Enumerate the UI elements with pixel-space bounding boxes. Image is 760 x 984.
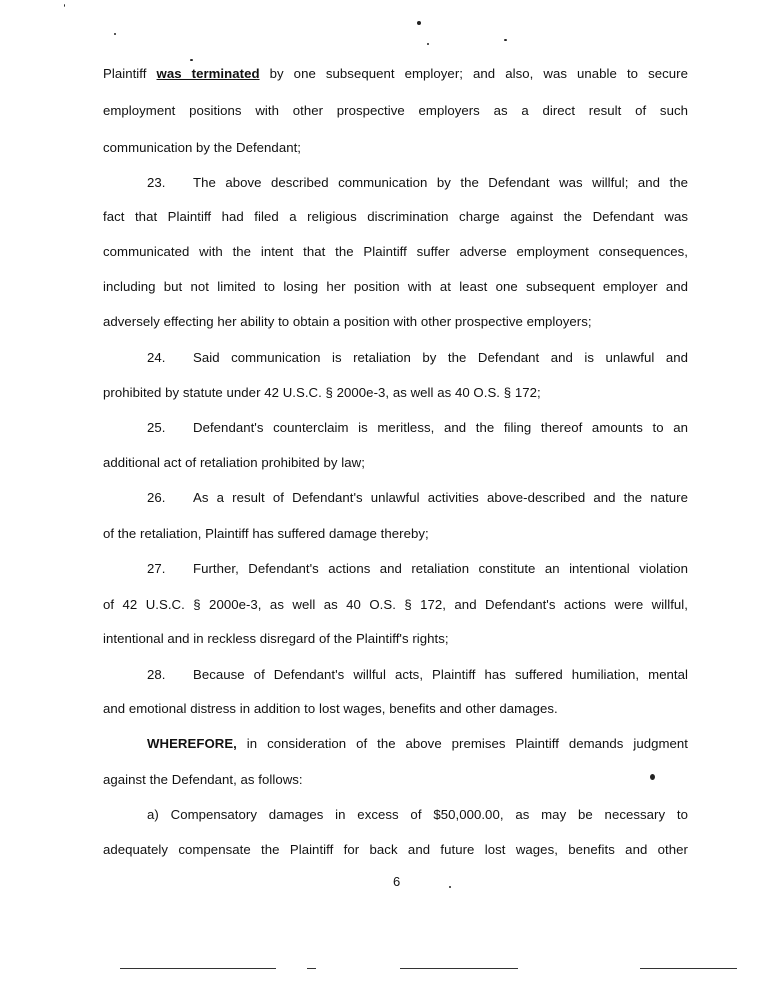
text-segment: Said communication is retaliation by the Defendant and is unlawful and xyxy=(193,350,688,365)
list-item-line: a) Compensatory damages in excess of $50,000.00, as may be necessary to xyxy=(147,807,688,822)
page-number: 6 xyxy=(393,874,401,889)
paragraph-number: 26. xyxy=(147,490,166,505)
text-segment: Further, Defendant's actions and retaliation constitute an intentional violation xyxy=(193,561,688,576)
text-line: adequately compensate the Plaintiff for back and future lost wages, benefits and other xyxy=(103,842,688,857)
wherefore-line xyxy=(147,736,688,752)
numbered-paragraph-line xyxy=(147,490,688,506)
text-line: against the Defendant, as follows: xyxy=(103,772,303,787)
text-segment: Defendant's counterclaim is meritless, and the filing thereof amounts to an xyxy=(193,420,688,435)
text-segment: As a result of Defendant's unlawful activities above-described and the nature xyxy=(193,490,688,505)
wherefore-heading: WHEREFORE, xyxy=(147,736,237,751)
text-line: prohibited by statute under 42 U.S.C. § 2000e-3, as well as 40 O.S. § 172; xyxy=(103,385,541,400)
paragraph-number: 28. xyxy=(147,667,166,682)
text-line: fact that Plaintiff had filed a religious discrimination charge against the Defendant was xyxy=(103,209,688,224)
text-line: communicated with the intent that the Plaintiff suffer adverse employment consequences, xyxy=(103,244,688,259)
text-line: intentional and in reckless disregard of the Plaintiff's rights; xyxy=(103,631,449,646)
scan-speck xyxy=(190,59,193,61)
text-line: employment positions with other prospective employers as a direct result of such xyxy=(103,103,688,118)
scan-speck xyxy=(449,886,451,888)
scan-speck xyxy=(64,4,65,7)
paragraph-number: 25. xyxy=(147,420,166,435)
footer-rule xyxy=(120,968,276,969)
text-segment: in consideration of the above premises Plaintiff demands judgment xyxy=(236,736,688,751)
scan-speck xyxy=(417,21,421,25)
numbered-paragraph-line xyxy=(147,667,688,683)
numbered-paragraph-line xyxy=(147,561,688,577)
text-segment: The above described communication by the Defendant was willful; and the xyxy=(193,175,688,190)
scan-speck xyxy=(504,39,507,41)
footer-rule xyxy=(307,968,316,969)
text-line: adversely effecting her ability to obtain a position with other prospective employers; xyxy=(103,314,592,329)
text-line: communication by the Defendant; xyxy=(103,140,302,155)
paragraph-number: 23. xyxy=(147,175,166,190)
numbered-paragraph-line xyxy=(147,175,688,191)
text-line: including but not limited to losing her position with at least one subsequent employer and xyxy=(103,279,688,294)
text-line xyxy=(103,66,688,82)
text-segment: Plaintiff xyxy=(103,66,157,81)
scan-speck xyxy=(650,774,655,780)
text-line: additional act of retaliation prohibited by law; xyxy=(103,455,365,470)
text-line: and emotional distress in addition to lost wages, benefits and other damages. xyxy=(103,701,558,716)
paragraph-number: 27. xyxy=(147,561,166,576)
scan-speck xyxy=(114,33,116,35)
scan-speck xyxy=(427,43,429,45)
text-segment: Because of Defendant's willful acts, Plaintiff has suffered humiliation, mental xyxy=(193,667,688,682)
paragraph-number: 24. xyxy=(147,350,166,365)
footer-rule xyxy=(640,968,737,969)
numbered-paragraph-line xyxy=(147,420,688,436)
text-segment: by one subsequent employer; and also, was unable to secure xyxy=(259,66,688,81)
text-line: of 42 U.S.C. § 2000e-3, as well as 40 O.S. § 172, and Defendant's actions were willful, xyxy=(103,597,688,612)
footer-rule xyxy=(400,968,518,969)
numbered-paragraph-line xyxy=(147,350,688,366)
underlined-text: was terminated xyxy=(156,66,260,81)
text-line: of the retaliation, Plaintiff has suffered damage thereby; xyxy=(103,526,429,541)
